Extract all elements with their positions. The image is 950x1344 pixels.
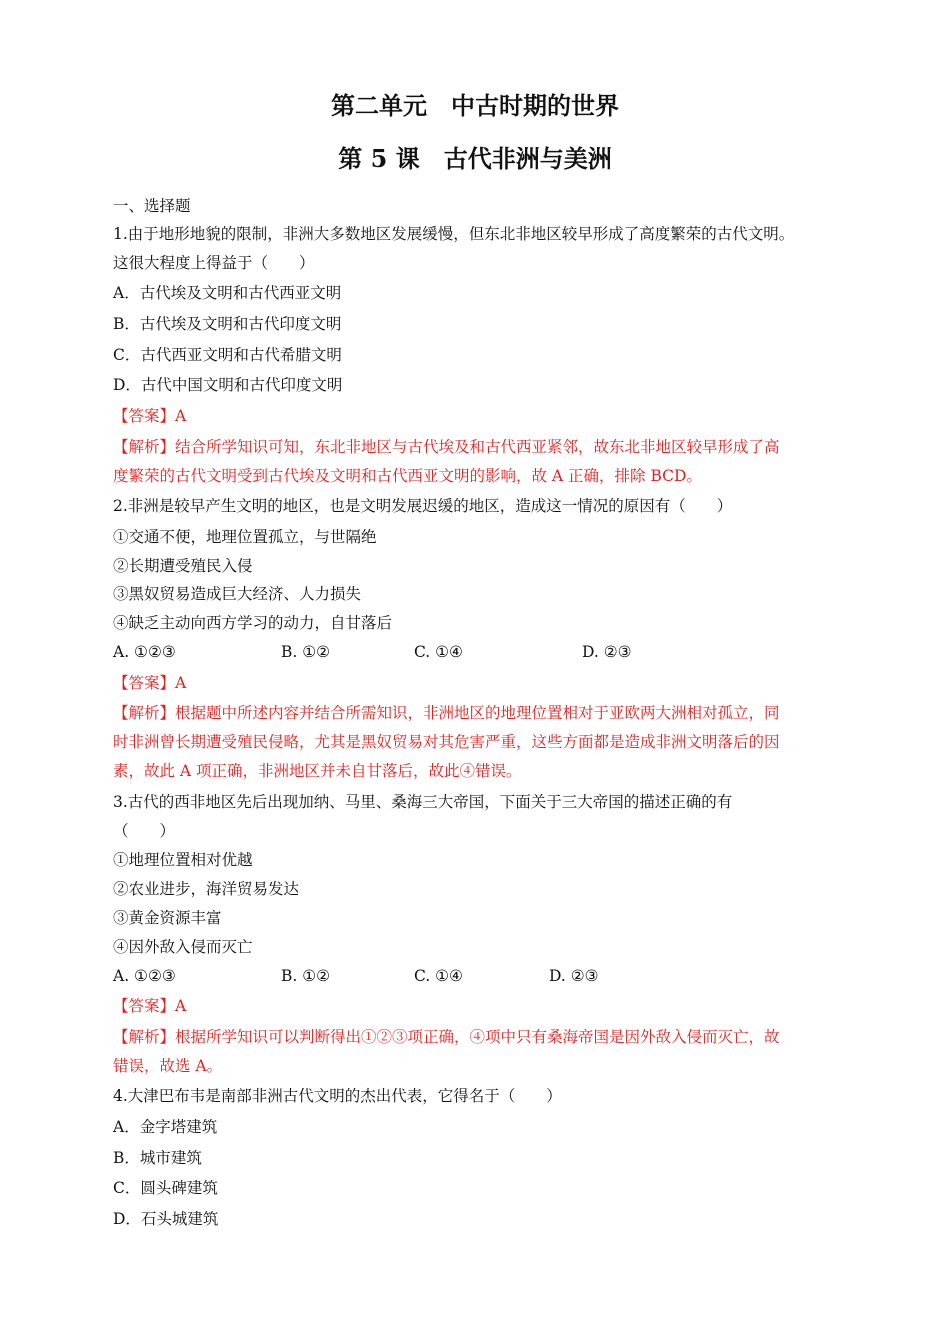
section-heading: 一、选择题 [113, 197, 191, 215]
question-2-analysis: 素，故此 A 项正确，非洲地区并未自甘落后，故此④错误。 [113, 762, 522, 780]
question-1-stem: 1.由于地形地貌的限制，非洲大多数地区发展缓慢，但东北非地区较早形成了高度繁荣的古代文明。 [113, 225, 795, 243]
question-2-item: ②长期遭受殖民入侵 [113, 557, 253, 575]
question-4-option-d: D．石头城建筑 [113, 1210, 219, 1228]
question-3-answer: 【答案】A [113, 997, 187, 1015]
question-4-option-c: C．圆头碑建筑 [113, 1179, 218, 1197]
question-3-option-a: A. ①②③ [113, 967, 176, 985]
question-3-item: ④因外敌入侵而灭亡 [113, 938, 253, 956]
question-4-option-a: A．金字塔建筑 [113, 1118, 218, 1136]
question-3-item: ②农业进步，海洋贸易发达 [113, 880, 300, 898]
question-1-option-d: D．古代中国文明和古代印度文明 [113, 376, 343, 394]
question-2-analysis: 【解析】根据题中所述内容并结合所需知识，非洲地区的地理位置相对于亚欧两大洲相对孤立，同 [113, 704, 780, 722]
question-1-answer: 【答案】A [113, 407, 187, 425]
question-2-answer: 【答案】A [113, 674, 187, 692]
question-4-option-b: B．城市建筑 [113, 1149, 202, 1167]
question-3-stem: （ ） [113, 822, 176, 840]
question-1-analysis: 度繁荣的古代文明受到古代埃及文明和古代西亚文明的影响，故 A 正确，排除 BCD。 [113, 467, 702, 485]
question-1-option-a: A．古代埃及文明和古代西亚文明 [113, 284, 342, 302]
question-2-item: ①交通不便，地理位置孤立，与世隔绝 [113, 528, 377, 546]
question-2-item: ③黑奴贸易造成巨大经济、人力损失 [113, 585, 362, 603]
question-2-item: ④缺乏主动向西方学习的动力，自甘落后 [113, 614, 393, 632]
question-3-stem: 3.古代的西非地区先后出现加纳、马里、桑海三大帝国，下面关于三大帝国的描述正确的有 [113, 793, 733, 811]
question-2-analysis: 时非洲曾长期遭受殖民侵略，尤其是黑奴贸易对其危害严重，这些方面都是造成非洲文明落后的因 [113, 733, 780, 751]
question-2-option-b: B. ①② [281, 643, 331, 661]
question-3-option-d: D. ②③ [549, 967, 599, 985]
question-4-stem: 4.大津巴布韦是南部非洲古代文明的杰出代表，它得名于（ ） [113, 1087, 562, 1105]
question-2-stem: 2.非洲是较早产生文明的地区，也是文明发展迟缓的地区，造成这一情况的原因有（ ） [113, 497, 733, 515]
question-1-option-c: C．古代西亚文明和古代希腊文明 [113, 346, 342, 364]
question-3-item: ③黄金资源丰富 [113, 909, 222, 927]
question-3-item: ①地理位置相对优越 [113, 851, 253, 869]
question-1-analysis: 【解析】结合所学知识可知，东北非地区与古代埃及和古代西亚紧邻，故东北非地区较早形成了高 [113, 438, 780, 456]
question-2-option-c: C. ①④ [414, 643, 463, 661]
question-3-option-c: C. ①④ [414, 967, 463, 985]
question-3-option-b: B. ①② [281, 967, 331, 985]
question-3-analysis: 错误，故选 A。 [113, 1057, 223, 1075]
question-1-stem: 这很大程度上得益于（ ） [113, 254, 315, 272]
question-2-option-d: D. ②③ [582, 643, 632, 661]
unit-title: 第二单元 中古时期的世界 [331, 91, 619, 120]
question-1-option-b: B．古代埃及文明和古代印度文明 [113, 315, 342, 333]
question-3-analysis: 【解析】根据所学知识可以判断得出①②③项正确，④项中只有桑海帝国是因外敌入侵而灭亡，故 [113, 1028, 780, 1046]
question-2-option-a: A. ①②③ [113, 643, 176, 661]
lesson-title: 第 5 课 古代非洲与美洲 [338, 144, 612, 173]
